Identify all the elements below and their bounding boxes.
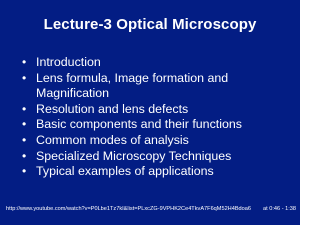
- bullet-dot-icon: •: [22, 55, 27, 69]
- bullet-dot-icon: •: [22, 132, 27, 147]
- bullet-text: Basic components and their functions: [36, 117, 242, 132]
- bullet-dot-icon: •: [22, 70, 27, 85]
- bullet-item: [22, 71, 292, 102]
- bullet-text: Introduction: [36, 55, 101, 69]
- bullet-dot-icon: •: [22, 117, 27, 132]
- bullet-item: [22, 149, 292, 165]
- bullet-text: Resolution and lens defects: [36, 101, 189, 116]
- footer-timestamp: at 0:46 - 1:38: [263, 206, 296, 212]
- bullet-text: Common modes of analysis: [36, 132, 189, 147]
- bullet-text: Typical examples of applications: [36, 164, 214, 179]
- bullet-dot-icon: •: [22, 148, 27, 163]
- slide-title: Lecture-3 Optical Microscopy: [43, 16, 257, 33]
- bullet-text: Lens formula, Image formation and Magnification: [36, 70, 229, 101]
- bullet-dot-icon: •: [22, 164, 27, 179]
- bullet-item: [22, 117, 292, 133]
- bullet-item: [22, 133, 292, 149]
- bullet-item: [22, 102, 292, 118]
- bullet-item: [22, 55, 292, 71]
- bullet-dot-icon: •: [22, 101, 27, 116]
- bullet-list: [22, 55, 292, 180]
- footer-link[interactable]: http://www.youtube.com/watch?v=P0Lbe1Tz7kI&list=PLxcZG-9VPHK2Ce4TkvA7F6qM52H4Bdoa6: [6, 206, 252, 212]
- bullet-item: [22, 164, 292, 180]
- bullet-text: Specialized Microscopy Techniques: [36, 148, 232, 163]
